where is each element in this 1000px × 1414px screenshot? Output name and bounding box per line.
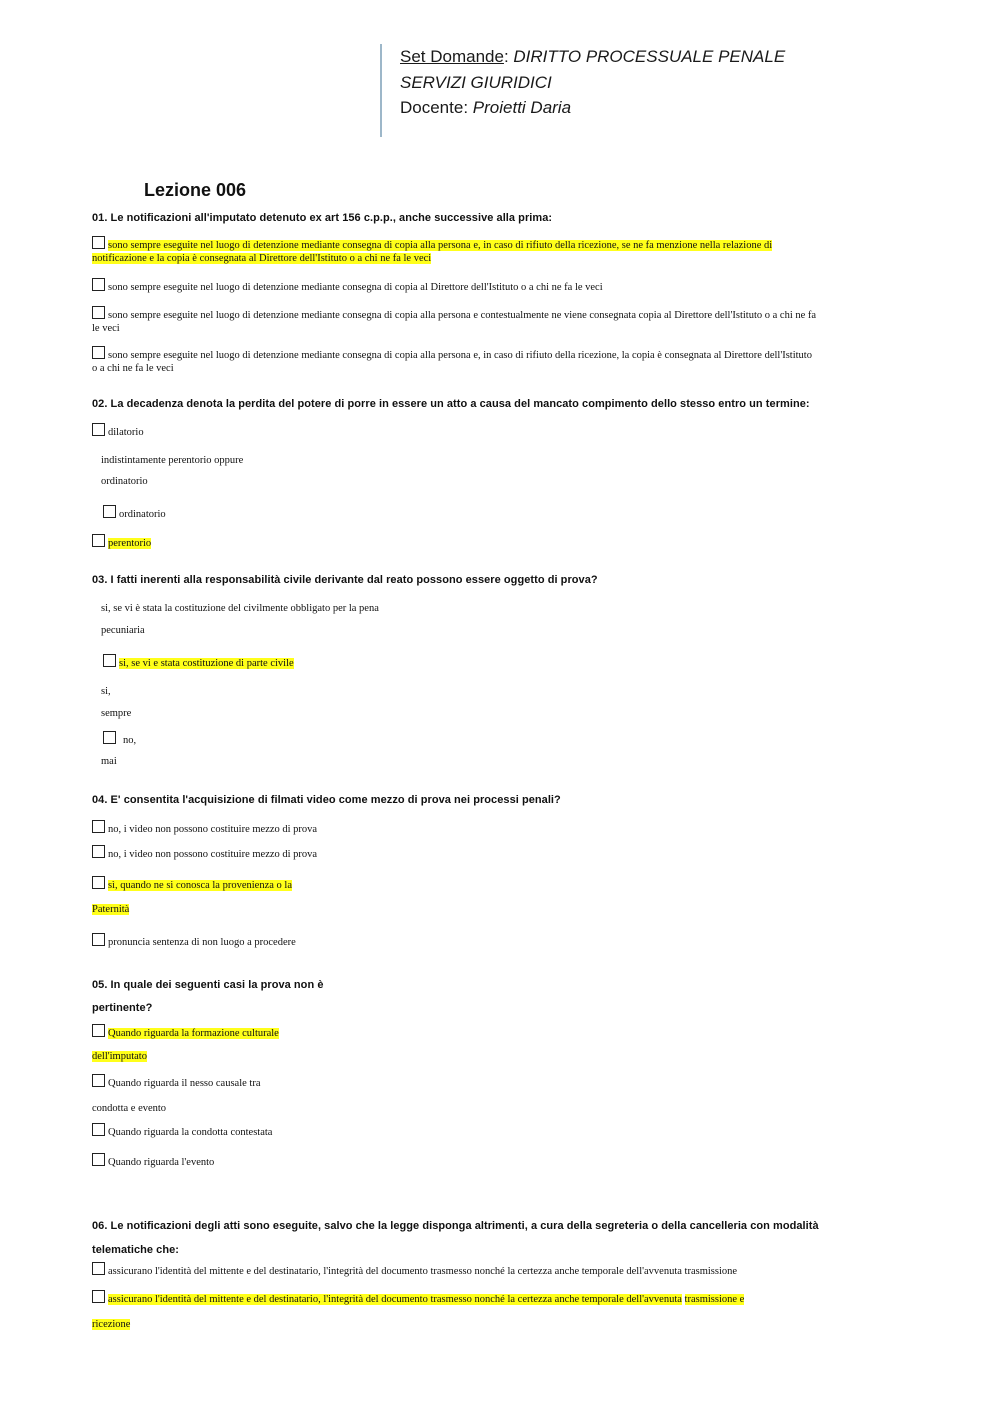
question-03: 03. I fatti inerenti alla responsabilità civile derivante dal reato possono essere oggetto di prova?: [92, 574, 598, 586]
course-name: SERVIZI GIURIDICI: [400, 72, 552, 92]
question-set-line: Set Domande: DIRITTO PROCESSUALE PENALE: [400, 47, 786, 66]
q4-answer-1[interactable]: no, i video non possono costituire mezzo di prova: [92, 820, 317, 836]
checkbox[interactable]: [92, 1153, 105, 1166]
checkbox[interactable]: [92, 1262, 105, 1275]
q5-answer-3[interactable]: Quando riguarda la condotta contestata: [92, 1123, 272, 1139]
question-01: 01. Le notificazioni all'imputato detenuto ex art 156 c.p.p., anche successive alla prima:: [92, 212, 553, 224]
question-06: 06. Le notificazioni degli atti sono eseguite, salvo che la legge disponga altrimenti, a cura della segreteria o della cancelleria con modalità telematiche che:: [92, 1220, 819, 1256]
checkbox[interactable]: [92, 236, 105, 249]
q6-answer-2[interactable]: assicurano l'identità del mittente e del destinatario, l'integrità del documento trasmesso nonché la certezza anche temporale dell'avvenuta trasmissione e ricezione: [92, 1287, 744, 1337]
document-header: [380, 44, 785, 137]
q1-answer-4[interactable]: sono sempre eseguite nel luogo di detenzione mediante consegna di copia alla persona e, in caso di rifiuto della ricezione, la copia è consegnata al Direttore dell'Istituto o a chi ne fa le veci: [92, 346, 907, 375]
teacher-line: [400, 95, 785, 121]
q1-answer-3[interactable]: sono sempre eseguite nel luogo di detenzione mediante consegna di copia alla persona e contestualmente ne viene consegnata copia al Direttore dell'Istituto o a chi ne fa le veci: [92, 306, 907, 335]
q2-answer-2[interactable]: indistintamente perentorio oppure ordinatorio: [101, 455, 244, 487]
set-subject: DIRITTO PROCESSUALE PENALE: [513, 47, 786, 66]
q3-answer-2[interactable]: si, se vi e stata costituzione di parte civile: [103, 654, 294, 670]
q3-answer-3[interactable]: si, sempre: [101, 686, 132, 719]
q5-answer-2[interactable]: Quando riguarda il nesso causale tra condotta e evento: [92, 1071, 261, 1121]
q4-answer-3[interactable]: sì, quando ne si conosca la provenienza o la Paternità: [92, 874, 292, 922]
checkbox[interactable]: [92, 534, 105, 547]
q5-answer-4[interactable]: Quando riguarda l'evento: [92, 1153, 214, 1169]
checkbox[interactable]: [92, 845, 105, 858]
q2-answer-4[interactable]: perentorio: [92, 534, 151, 550]
q6-answer-1[interactable]: assicurano l'identità del mittente e del destinatario, l'integrità del documento trasmesso nonché la certezza anche temporale dell'avvenuta trasmissione: [92, 1262, 737, 1278]
teacher-name: Proietti Daria: [472, 98, 572, 117]
q2-answer-1[interactable]: dilatorio: [92, 423, 144, 439]
checkbox[interactable]: [103, 731, 116, 744]
checkbox[interactable]: [92, 933, 105, 946]
lesson-title: Lezione 006: [144, 180, 247, 200]
q1-answer-1[interactable]: sono sempre eseguite nel luogo di detenzione mediante consegna di copia alla persona e, in caso di rifiuto della ricezione, se ne fa menzione nella relazione di notificazione e la copia è consegnata al Direttore dell'Istituto o a chi ne fa le veci: [92, 236, 912, 265]
checkbox[interactable]: [92, 1074, 105, 1087]
checkbox[interactable]: [103, 654, 116, 667]
checkbox[interactable]: [92, 876, 105, 889]
q4-answer-2[interactable]: no, i video non possono costituire mezzo di prova: [92, 845, 317, 861]
checkbox[interactable]: [92, 346, 105, 359]
set-label: Set Domande: [400, 47, 504, 66]
checkbox[interactable]: [92, 820, 105, 833]
checkbox[interactable]: [92, 1123, 105, 1136]
question-05: 05. In quale dei seguenti casi la prova non è pertinente?: [92, 979, 324, 1014]
checkbox[interactable]: [92, 1290, 105, 1303]
q4-answer-4[interactable]: pronuncia sentenza di non luogo a procedere: [92, 933, 296, 949]
checkbox[interactable]: [103, 505, 116, 518]
question-04: 04. E' consentita l'acquisizione di filmati video come mezzo di prova nei processi penali?: [92, 794, 561, 806]
checkbox[interactable]: [92, 1024, 105, 1037]
question-02: 02. La decadenza denota la perdita del potere di porre in essere un atto a causa del mancato compimento dello stesso entro un termine:: [92, 398, 810, 410]
checkbox[interactable]: [92, 306, 105, 319]
q2-answer-3[interactable]: ordinatorio: [103, 505, 166, 521]
checkbox[interactable]: [92, 423, 105, 436]
q1-answer-2[interactable]: sono sempre eseguite nel luogo di detenzione mediante consegna di copia al Direttore dell'Istituto o a chi ne fa le veci: [92, 278, 603, 294]
q5-answer-1[interactable]: Quando riguarda la formazione culturale dell'imputato: [92, 1022, 279, 1068]
q3-answer-1[interactable]: si, se vi è stata la costituzione del civilmente obbligato per la pena pecuniaria: [101, 603, 379, 636]
checkbox[interactable]: [92, 278, 105, 291]
teacher-label: Docente:: [400, 98, 469, 117]
q3-answer-4[interactable]: no, mai: [101, 730, 136, 772]
